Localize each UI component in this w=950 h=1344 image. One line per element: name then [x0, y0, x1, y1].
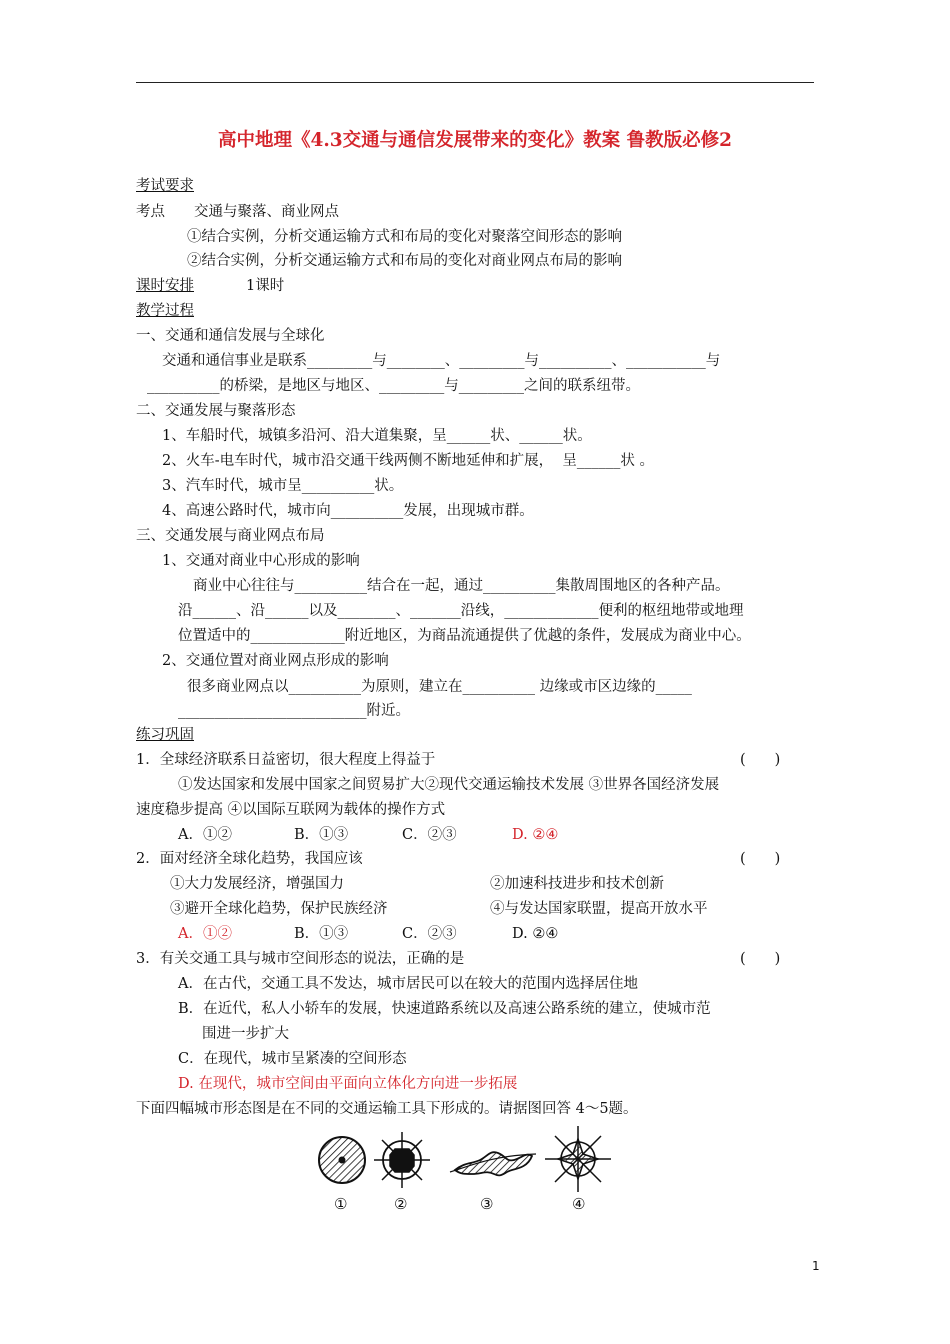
- question-2-option-a-answer: A．①②: [178, 926, 232, 942]
- figure-1-label: ①: [334, 1195, 348, 1213]
- section-2-heading: 二、交通发展与聚落形态: [136, 403, 296, 419]
- practice-heading: 练习巩固: [136, 727, 194, 743]
- section-1-line-1: 交通和通信事业是联系_________与________、_________与__________、___________与: [162, 353, 721, 369]
- kaodian-label: 考点: [136, 204, 165, 220]
- question-1-option-b: B．①③: [294, 827, 349, 843]
- section-2-item-1: 1、车船时代，城镇多沿河、沿大道集聚，呈______状、______状。: [162, 428, 592, 444]
- section-3-sub-2: 2、交通位置对商业网点形成的影响: [162, 653, 389, 669]
- section-3-sub-2-line-2: __________________________附近。: [178, 703, 410, 719]
- question-3-option-d-answer: D. 在现代，城市空间由平面向立体化方向进一步拓展: [178, 1076, 518, 1092]
- question-2-option-b: B．①③: [294, 926, 349, 942]
- question-2-statement-1: ①大力发展经济，增强国力: [170, 876, 344, 892]
- section-3-heading: 三、交通发展与商业网点布局: [136, 528, 325, 544]
- section-1-heading: 一、交通和通信发展与全球化: [136, 328, 325, 344]
- section-2-item-4: 4、高速公路时代，城市向__________发展，出现城市群。: [162, 503, 534, 519]
- question-2-statement-2: ②加速科技进步和技术创新: [490, 876, 664, 892]
- section-2-item-2: 2、火车-电车时代，城市沿交通干线两侧不断地延伸和扩展， 呈______状 。: [162, 453, 654, 469]
- question-3-option-a: A．在古代，交通工具不发达，城市居民可以在较大的范围内选择居住地: [178, 976, 638, 992]
- question-1-option-a: A．①②: [178, 827, 232, 843]
- section-1-line-2: __________的桥梁，是地区与地区、_________与_________之间的联系纽带。: [147, 378, 640, 394]
- question-1-option-d-answer: D. ②④: [512, 827, 559, 843]
- question-3-option-c: C．在现代，城市呈紧凑的空间形态: [178, 1051, 407, 1067]
- question-2-answer-blank: ( ): [740, 851, 781, 867]
- figure-2-label: ②: [394, 1195, 408, 1213]
- document-title: 高中地理《4.3交通与通信发展带来的变化》教案 鲁教版必修2: [217, 130, 732, 151]
- question-3-option-b-line-1: B．在近代，私人小轿车的发展，快速道路系统以及高速公路系统的建立，使城市范: [178, 1001, 711, 1017]
- top-rule: [136, 82, 814, 83]
- question-1-answer-blank: ( ): [740, 752, 781, 768]
- section-3-sub-1-line-3: 位置适中的_____________附近地区，为商品流通提供了优越的条件，发展成为商业中心。: [178, 628, 751, 644]
- question-3: 3．有关交通工具与城市空间形态的说法，正确的是: [136, 951, 465, 967]
- figure-2-octagon-city: [374, 1132, 430, 1188]
- question-2-statement-4: ④与发达国家联盟，提高开放水平: [490, 901, 708, 917]
- question-1-stem-line-1: ①发达国家和发展中国家之间贸易扩大②现代交通运输技术发展 ③世界各国经济发展: [178, 777, 720, 793]
- question-2-option-c: C．②③: [402, 926, 457, 942]
- section-3-sub-2-line-1: 很多商业网点以__________为原则，建立在__________ 边缘或市区边缘的_____: [187, 679, 692, 695]
- section-3-sub-1-line-1: 商业中心往往与__________结合在一起，通过__________集散周围地区的各种产品。: [193, 578, 730, 594]
- figure-4-label: ④: [572, 1195, 586, 1213]
- figure-3-label: ③: [480, 1195, 494, 1213]
- question-1-option-c: C．②③: [402, 827, 457, 843]
- requirement-2: ②结合实例，分析交通运输方式和布局的变化对商业网点布局的影响: [187, 253, 622, 269]
- section-3-sub-1-line-2: 沿______、沿______以及________、_______沿线，_____________便利的枢纽地带或地理: [178, 603, 744, 619]
- question-2: 2．面对经济全球化趋势，我国应该: [136, 851, 363, 867]
- kaodian-text: 交通与聚落、商业网点: [194, 204, 339, 220]
- requirement-1: ①结合实例，分析交通运输方式和布局的变化对聚落空间形态的影响: [187, 229, 622, 245]
- figure-1-compact-city: [319, 1137, 365, 1183]
- question-2-statement-3: ③避开全球化趋势，保护民族经济: [170, 901, 388, 917]
- questions-4-5-intro: 下面四幅城市形态图是在不同的交通运输工具下形成的。请据图回答 4～5题。: [136, 1101, 638, 1117]
- exam-requirements-heading: 考试要求: [136, 178, 194, 194]
- figure-4-star-city: [545, 1126, 611, 1192]
- question-1: 1．全球经济联系日益密切，很大程度上得益于: [136, 752, 436, 768]
- question-3-answer-blank: ( ): [740, 951, 781, 967]
- section-2-item-3: 3、汽车时代，城市呈__________状。: [162, 478, 404, 494]
- question-3-option-b-line-2: 围进一步扩大: [202, 1026, 289, 1042]
- question-1-stem-line-2: 速度稳步提高 ④以国际互联网为载体的操作方式: [136, 802, 446, 818]
- section-3-sub-1: 1、交通对商业中心形成的影响: [162, 553, 360, 569]
- figure-3-ribbon-city: [450, 1152, 536, 1175]
- schedule-label: 课时安排: [136, 278, 194, 294]
- question-2-option-d: D. ②④: [512, 926, 559, 942]
- page-number: 1: [812, 1259, 820, 1273]
- schedule-value: 1课时: [246, 278, 285, 294]
- teaching-process-heading: 教学过程: [136, 303, 194, 319]
